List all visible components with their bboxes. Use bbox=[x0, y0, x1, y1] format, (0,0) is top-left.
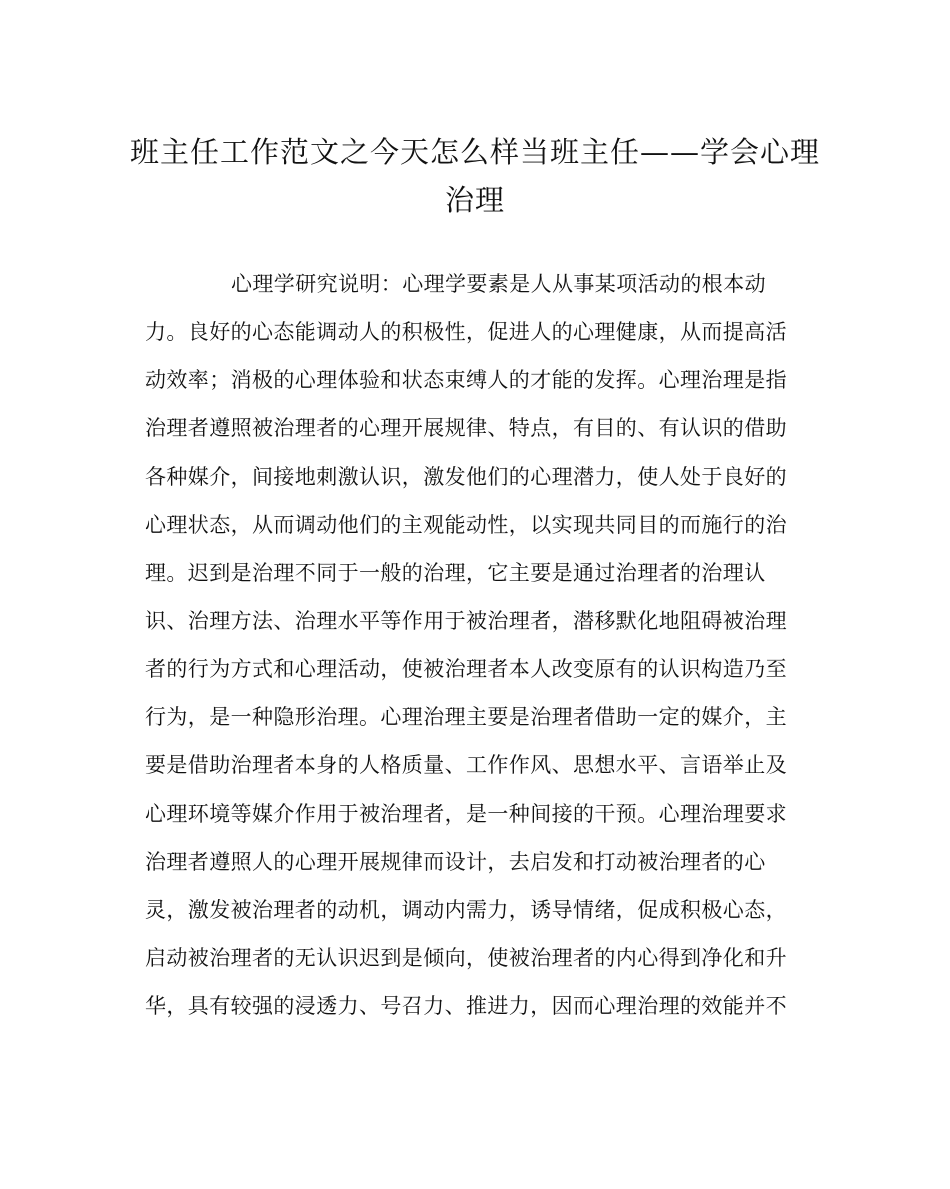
body-line-13: 治理者遵照人的心理开展规律而设计，去启发和打动被治理者的心 bbox=[145, 849, 766, 874]
body-line-2: 力。良好的心态能调动人的积极性，促进人的心理健康，从而提高活 bbox=[145, 320, 787, 345]
title-line-2: 治理 bbox=[444, 183, 505, 217]
body-line-9: 者的行为方式和心理活动，使被治理者本人改变原有的认识构造乃至 bbox=[145, 657, 787, 682]
body-line-3: 动效率；消极的心理体验和状态束缚人的才能的发挥。心理治理是指 bbox=[145, 368, 787, 393]
body-line-8: 识、治理方法、治理水平等作用于被治理者，潜移默化地阻碍被治理 bbox=[145, 608, 787, 633]
body-line-11: 要是借助治理者本身的人格质量、工作作风、思想水平、言语举止及 bbox=[145, 753, 787, 778]
body-line-10: 行为，是一种隐形治理。心理治理主要是治理者借助一定的媒介，主 bbox=[145, 705, 787, 730]
body-line-4: 治理者遵照被治理者的心理开展规律、特点，有目的、有认识的借助 bbox=[145, 416, 787, 441]
body-line-1: 心理学研究说明：心理学要素是人从事某项活动的根本动 bbox=[231, 272, 766, 296]
body-line-12: 心理环境等媒介作用于被治理者，是一种间接的干预。心理治理要求 bbox=[145, 801, 787, 826]
body-line-5: 各种媒介，间接地刺激认识，激发他们的心理潜力，使人处于良好的 bbox=[145, 464, 787, 489]
document-body bbox=[145, 260, 805, 1030]
body-line-15: 启动被治理者的无认识迟到是倾向，使被治理者的内心得到净化和升 bbox=[145, 945, 787, 970]
body-line-7: 理。迟到是治理不同于一般的治理，它主要是通过治理者的治理认 bbox=[145, 560, 766, 585]
body-line-6: 心理状态，从而调动他们的主观能动性，以实现共同目的而施行的治 bbox=[145, 512, 787, 537]
body-line-16: 华，具有较强的浸透力、号召力、推进力，因而心理治理的效能并不 bbox=[145, 994, 787, 1019]
body-line-14: 灵，激发被治理者的动机，调动内需力，诱导情绪，促成积极心态， bbox=[145, 897, 787, 922]
document-title bbox=[0, 128, 950, 224]
title-line-1: 班主任工作范文之今天怎么样当班主任——学会心理 bbox=[129, 135, 820, 169]
